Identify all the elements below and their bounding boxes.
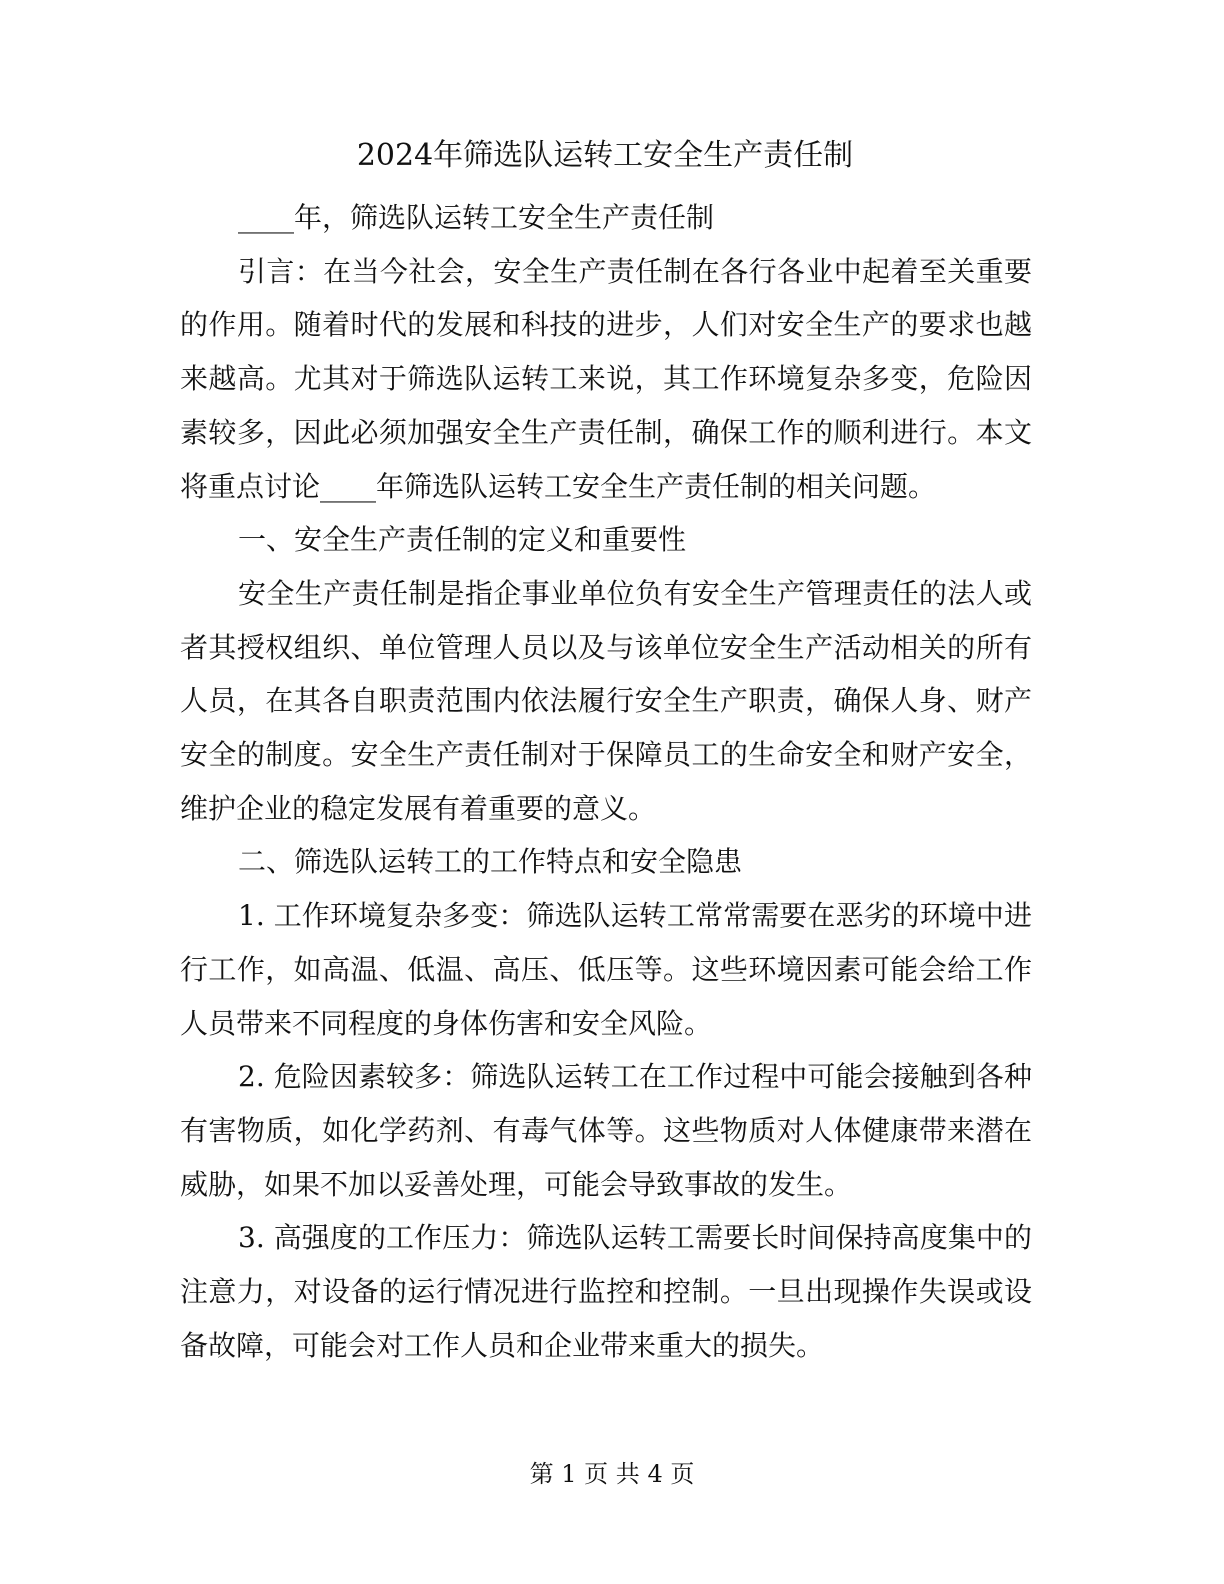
paragraph-definition: 安全生产责任制是指企事业单位负有安全生产管理责任的法人或者其授权组织、单位管理人员以及与该单位安全生产活动相关的所有人员，在其各自职责范围内依法履行安全生产职责，确保人身、财产安全的制度。安全生产责任制对于保障员工的生命安全和财产安全，维护企业的稳定发展有着重要的意义。 [180,576,1032,825]
page-number-label: 第 1 页 共 4 页 [529,1460,695,1488]
document-body [180,191,1032,1372]
list-item-1: 1. 工作环境复杂多变：筛选队运转工常常需要在恶劣的环境中进行工作，如高温、低温、高压、低压等。这些环境因素可能会给工作人员带来不同程度的身体伤害和安全风险。 [180,899,1032,1040]
list-item-3: 3. 高强度的工作压力：筛选队运转工需要长时间保持高度集中的注意力，对设备的运行情况进行监控和控制。一旦出现操作失误或设备故障，可能会对工作人员和企业带来重大的损失。 [180,1221,1032,1362]
list-item-2: 2. 危险因素较多：筛选队运转工在工作过程中可能会接触到各种有害物质，如化学药剂、有毒气体等。这些物质对人体健康带来潜在威胁，如果不加以妥善处理，可能会导致事故的发生。 [180,1060,1032,1201]
paragraph-introduction: 引言：在当今社会，安全生产责任制在各行各业中起着至关重要的作用。随着时代的发展和科技的进步，人们对安全生产的要求也越来越高。尤其对于筛选队运转工来说，其工作环境复杂多变，危险因素较多，因此必须加强安全生产责任制，确保工作的顺利进行。本文将重点讨论____年筛选队运转工安全生产责任制的相关问题。 [180,254,1032,503]
section-heading-2: 二、筛选队运转工的工作特点和安全隐患 [238,845,743,879]
document-title: 2024年筛选队运转工安全生产责任制 [356,138,854,173]
section-heading-1: 一、安全生产责任制的定义和重要性 [238,523,687,557]
paragraph-subtitle: ____年，筛选队运转工安全生产责任制 [238,201,715,234]
page-footer [0,1458,1224,1490]
